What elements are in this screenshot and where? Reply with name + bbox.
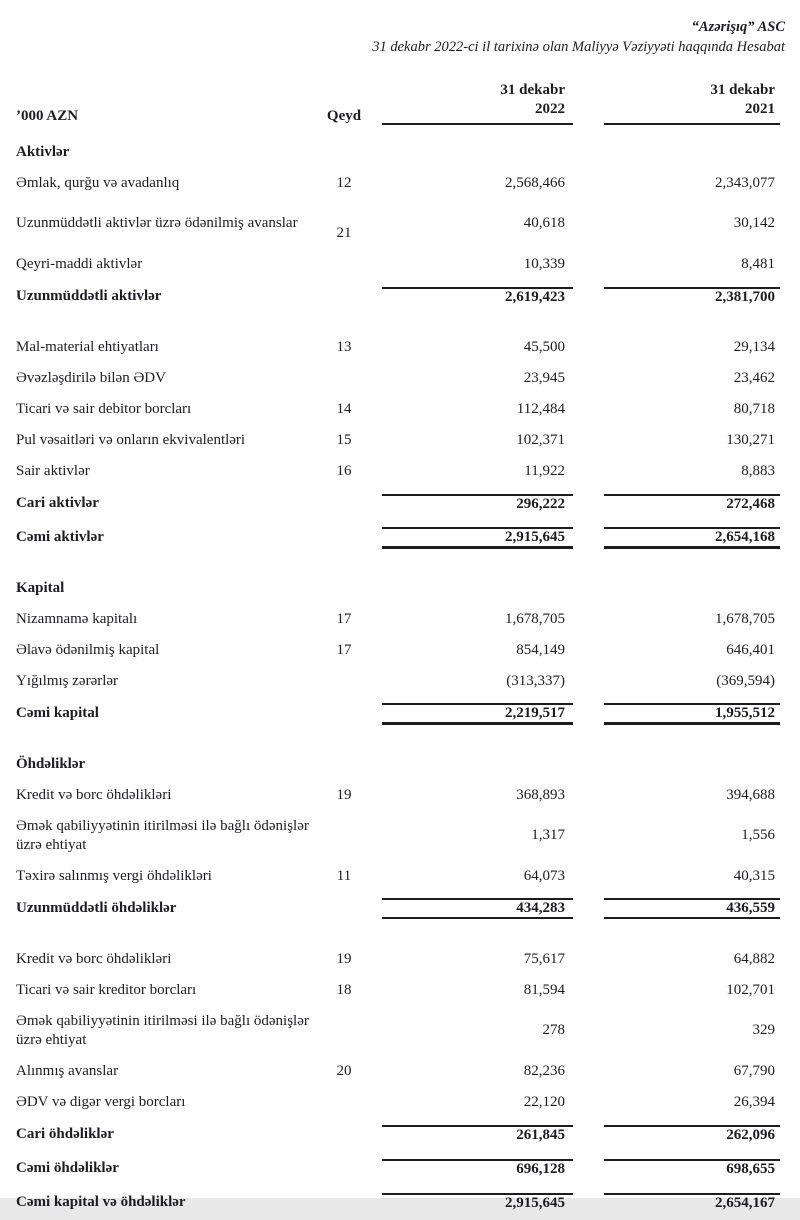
row-label: Cari aktivlər	[16, 495, 99, 512]
table-row	[16, 944, 800, 975]
row-note: 11	[336, 867, 352, 884]
table-body	[0, 137, 800, 1220]
row-value-2022: 2,915,645	[382, 527, 573, 549]
row-value-2022: 112,484	[516, 400, 565, 417]
row-value-2022: 696,128	[382, 1159, 573, 1178]
empty-cell	[16, 99, 314, 101]
table-row	[16, 635, 800, 666]
row-label: Cəmi kapital	[16, 705, 99, 722]
row-note: 15	[336, 431, 352, 448]
table-row	[16, 892, 800, 926]
company-name: “Azərişıq” ASC	[691, 19, 785, 35]
row-label: Cəmi öhdəliklər	[16, 1160, 119, 1177]
unit-label: ’000 AZN	[16, 107, 79, 124]
row-value-2022: 2,619,423	[382, 287, 573, 306]
table-row	[16, 1186, 800, 1220]
row-value-2022: 2,568,466	[505, 174, 565, 191]
note-column-header: Qeyd	[326, 107, 362, 124]
row-value-2021: 1,678,705	[715, 610, 775, 627]
row-value-2021: 329	[752, 1022, 775, 1039]
table-row	[16, 1056, 800, 1087]
row-value-2022: 296,222	[382, 494, 573, 513]
row-label: Alınmış avanslar	[16, 1062, 119, 1079]
table-row	[16, 975, 800, 1006]
row-value-2022: 11,922	[524, 462, 565, 479]
table-row	[16, 1006, 800, 1056]
row-label: Ticari və sair debitor borcları	[16, 400, 192, 417]
row-value-2021: 8,481	[741, 255, 775, 272]
row-value-2021: 1,955,512	[604, 703, 780, 725]
table-row	[16, 199, 800, 249]
row-label: Əmlak, qurğu və avadanlıq	[16, 174, 180, 191]
table-row	[16, 363, 800, 394]
row-value-2022: 434,283	[382, 898, 573, 919]
table-row	[16, 780, 800, 811]
row-value-2022: 1,678,705	[505, 610, 565, 627]
row-label: Kredit və borc öhdəlikləri	[16, 950, 172, 967]
row-label: Uzunmüddətli öhdəliklər	[16, 900, 177, 917]
row-value-2021: 30,142	[733, 215, 775, 232]
row-label: Kapital	[16, 579, 65, 596]
row-label: Əvəzləşdirilə bilən ƏDV	[16, 369, 166, 386]
row-note: 18	[336, 981, 352, 998]
row-value-2022: 40,618	[523, 215, 565, 232]
row-label: Uzunmüddətli aktivlər üzrə ödənilmiş avanslar	[16, 215, 298, 232]
row-value-2021: 64,882	[733, 950, 775, 967]
row-value-2021: 646,401	[726, 641, 775, 658]
row-value-2022: 368,893	[516, 786, 565, 803]
row-value-2022: 81,594	[523, 981, 565, 998]
row-label: ƏDV və digər vergi borcları	[16, 1093, 186, 1110]
row-value-2021: 262,096	[604, 1125, 780, 1144]
row-value-2022: 75,617	[523, 950, 565, 967]
row-note: 17	[336, 610, 352, 627]
report-title: 31 dekabr 2022-ci il tarixinə olan Maliyyə Vəziyyəti haqqında Hesabat	[372, 39, 785, 56]
row-value-2022: 2,219,517	[382, 703, 573, 725]
row-label: Aktivlər	[16, 143, 70, 160]
row-label: Cari öhdəliklər	[16, 1126, 114, 1143]
row-label: Yığılmış zərərlər	[16, 672, 119, 689]
row-value-2022: 1,317	[531, 827, 565, 844]
row-note: 19	[336, 786, 352, 803]
period-row	[16, 82, 800, 101]
row-value-2022: 82,236	[523, 1062, 565, 1079]
column-header-period-2022: 31 dekabr	[500, 81, 565, 98]
row-value-2021: 23,462	[733, 369, 775, 386]
row-label: Əmək qabiliyyətinin itirilməsi ilə bağlı ödənişlər üzrə ehtiyat	[16, 1012, 309, 1048]
table-row	[16, 604, 800, 635]
column-header-year-2021: 2021	[604, 101, 780, 125]
row-note: 16	[336, 462, 352, 479]
row-value-2021: 394,688	[726, 786, 775, 803]
row-note: 13	[336, 338, 352, 355]
row-value-2021: 436,559	[604, 898, 780, 919]
row-value-2021: 2,343,077	[715, 174, 775, 191]
row-label: Əmək qabiliyyətinin itirilməsi ilə bağlı ödənişlər üzrə ehtiyat	[16, 817, 309, 853]
empty-cell	[374, 99, 382, 101]
row-value-2021: 26,394	[733, 1093, 775, 1110]
row-label: Pul vəsaitləri və onların ekvivalentləri	[16, 431, 246, 448]
row-label: Cəmi kapital və öhdəliklər	[16, 1194, 186, 1211]
column-header-period-2021: 31 dekabr	[710, 81, 775, 98]
table-row	[16, 666, 800, 697]
row-value-2022: 23,945	[523, 369, 565, 386]
row-value-2021: 698,655	[604, 1159, 780, 1178]
row-value-2022: 278	[542, 1022, 565, 1039]
row-note	[314, 1049, 374, 1056]
column-header-year-2022: 2022	[382, 101, 573, 125]
row-value-2021: 67,790	[733, 1062, 775, 1079]
table-row	[16, 137, 800, 168]
row-value-2022: 45,500	[523, 338, 565, 355]
row-value-2021: 102,701	[726, 981, 775, 998]
empty-cell	[314, 99, 374, 101]
row-note	[314, 854, 374, 861]
table-row	[16, 697, 800, 731]
row-value-2022: 22,120	[523, 1093, 565, 1110]
row-value-2022: 261,845	[382, 1125, 573, 1144]
row-value-2021: 40,315	[733, 867, 775, 884]
table-row	[16, 332, 800, 363]
table-row	[16, 1152, 800, 1186]
table-row	[16, 521, 800, 555]
table-column-header	[0, 82, 800, 125]
table-row	[16, 861, 800, 892]
row-value-2021: 2,654,167	[604, 1193, 780, 1212]
row-value-2021: 272,468	[604, 494, 780, 513]
row-value-2021: (369,594)	[716, 672, 775, 689]
row-label: Sair aktivlər	[16, 462, 90, 479]
row-value-2021: 2,381,700	[604, 287, 780, 306]
row-value-2022: 102,371	[516, 431, 565, 448]
row-value-2022: 2,915,645	[382, 1193, 573, 1212]
row-note: 14	[336, 400, 352, 417]
row-value-2022: 10,339	[523, 255, 565, 272]
empty-cell	[573, 99, 604, 101]
row-label: Öhdəliklər	[16, 755, 86, 772]
table-row	[16, 487, 800, 521]
row-label: Cəmi aktivlər	[16, 529, 104, 546]
row-label: Nizamnamə kapitalı	[16, 610, 138, 627]
document-header	[0, 0, 800, 58]
row-label: Qeyri-maddi aktivlər	[16, 255, 143, 272]
table-row	[16, 249, 800, 280]
row-label: Ticari və sair kreditor borcları	[16, 981, 197, 998]
row-value-2021: 29,134	[733, 338, 775, 355]
table-row	[16, 573, 800, 604]
row-value-2021: 2,654,168	[604, 527, 780, 549]
row-value-2021: 130,271	[726, 431, 775, 448]
table-row	[16, 749, 800, 780]
row-note: 12	[336, 174, 352, 191]
row-label: Əlavə ödənilmiş kapital	[16, 641, 160, 658]
row-note: 17	[336, 641, 352, 658]
row-note: 20	[336, 1062, 352, 1079]
row-value-2022: (313,337)	[506, 672, 565, 689]
row-value-2022: 854,149	[516, 641, 565, 658]
header-labels-row	[16, 101, 800, 125]
table-row	[16, 394, 800, 425]
row-value-2021: 1,556	[741, 827, 775, 844]
table-row	[16, 425, 800, 456]
row-value-2022: 64,073	[523, 867, 565, 884]
row-value-2021: 80,718	[733, 400, 775, 417]
row-label: Təxirə salınmış vergi öhdəlikləri	[16, 867, 212, 884]
table-row	[16, 280, 800, 314]
table-row	[16, 456, 800, 487]
table-row	[16, 1087, 800, 1118]
row-label: Kredit və borc öhdəlikləri	[16, 786, 172, 803]
row-note: 19	[336, 950, 352, 967]
table-row	[16, 1118, 800, 1152]
row-note: 21	[336, 224, 352, 241]
row-value-2021: 8,883	[741, 462, 775, 479]
table-row	[16, 168, 800, 199]
table-row	[16, 811, 800, 861]
row-label: Mal-material ehtiyatları	[16, 338, 159, 355]
row-label: Uzunmüddətli aktivlər	[16, 288, 162, 305]
